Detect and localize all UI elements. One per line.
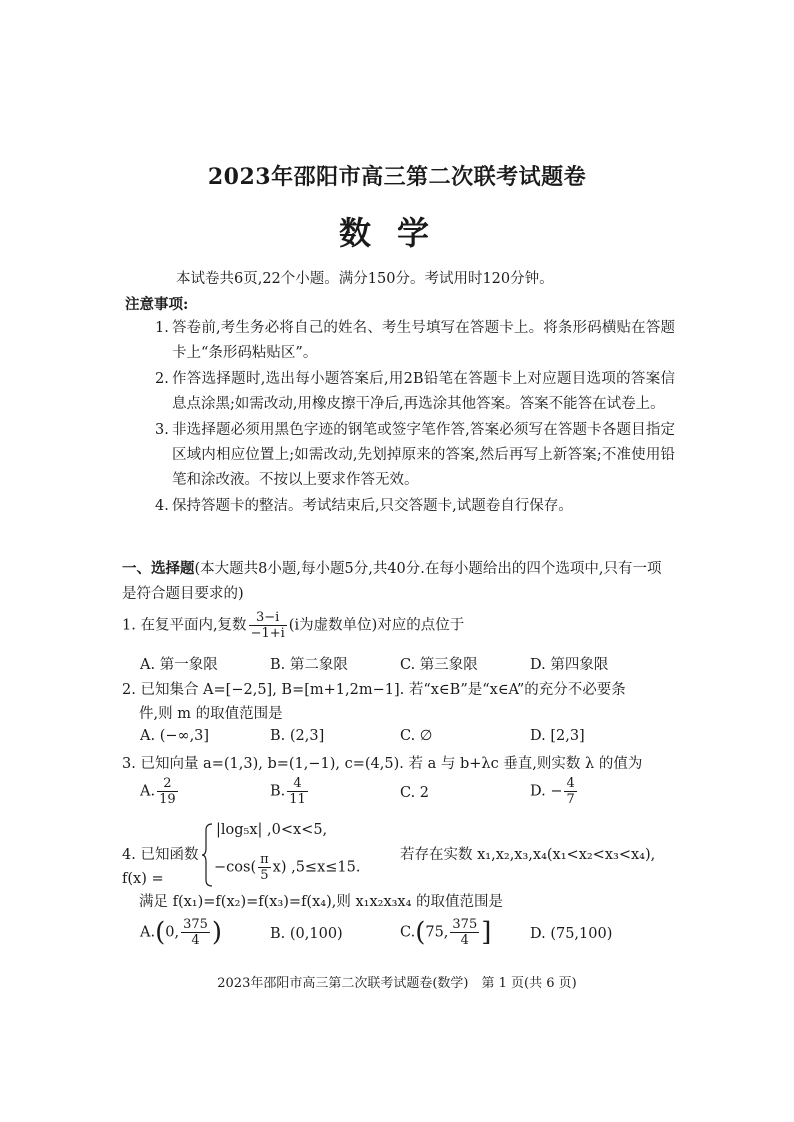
notice-heading: 注意事项: [125,296,189,313]
q1-fraction [249,610,287,641]
q1-option-a[interactable]: A. 第一象限 [140,657,218,673]
q3-d-fraction [564,776,576,807]
notice-item-2 [155,367,675,417]
q3-b-fraction [287,776,308,807]
q3-a-den: 19 [159,792,176,807]
notice-num: 1. [155,320,169,336]
q4-a-left: 0, [165,924,180,941]
question-3: 3. 已知向量 a=(1,3), b=(1,−1), c=(4,5). 若 a 与 b+λc 垂直,则实数 λ 的值为 [122,756,643,772]
q3-option-b[interactable] [270,776,310,807]
q3-option-d[interactable] [530,776,579,807]
q2-option-d[interactable]: D. [2,3] [530,728,585,744]
notice-item-4 [155,494,675,519]
q3-b-num: 4 [287,776,308,792]
notice-list [155,316,675,520]
q4-piecewise [202,822,402,892]
q1-num: 3−i [249,610,287,626]
q1-option-c[interactable]: C. 第三象限 [400,657,478,673]
notice-num: 3. [155,422,169,438]
q3-d-label: D. − [530,783,563,800]
q4-a-fraction [181,917,210,948]
section-label: 一、选择题 [122,560,195,577]
right-bracket-icon: ] [481,917,492,948]
q4-option-a[interactable] [140,917,222,948]
q1-den: −1+i [250,626,285,641]
section-desc: (本大题共8小题,每小题5分,共40分.在每小题给出的四个选项中,只有一项是符合题目要求的) [122,561,662,602]
notice-item-3 [155,418,675,493]
q4-a-label: A. [140,924,156,941]
q4-case-2 [214,852,360,883]
right-paren-icon: ) [211,917,223,948]
q4-line2: 满足 f(x₁)=f(x₂)=f(x₃)=f(x₄),则 x₁x₂x₃x₄ 的取值范围是 [139,894,504,910]
q4-case2-num: π [260,852,269,867]
q4-case-1: |log₅x| ,0<x<5, [216,822,328,838]
q4-a-num: 375 [183,917,208,932]
notice-text: 答卷前,考生务必将自己的姓名、考生号填写在答题卡上。将条形码横贴在答题卡上“条形码粘贴区”。 [172,320,675,361]
left-paren-icon: ( [415,917,426,948]
q4-c-den: 4 [460,933,469,948]
q3-a-label: A. [140,783,156,800]
q3-a-fraction [157,776,178,807]
left-brace-icon [202,822,214,888]
q1-option-b[interactable]: B. 第二象限 [270,657,348,673]
notice-text: 保持答题卡的整洁。考试结束后,只交答题卡,试题卷自行保存。 [172,498,573,514]
q4-case2-fraction [258,852,271,883]
q2-option-a[interactable]: A. (−∞,3] [140,728,210,744]
q4-c-label: C. [400,924,416,941]
notice-num: 2. [155,371,169,387]
subject-title: 数学 [338,214,455,252]
q3-option-a[interactable] [140,776,180,807]
exam-title: 2023年邵阳市高三第二次联考试题卷 [207,164,587,190]
q3-d-den: 7 [566,792,575,807]
notice-text: 作答选择题时,选出每小题答案后,用2B铅笔在答题卡上对应题目选项的答案信息点涂黑;如需改动,用橡皮擦干净后,再选涂其他答案。答案不能答在试卷上。 [172,371,675,412]
q4-case2-den: 5 [260,868,269,883]
q3-a-num: 2 [157,776,178,792]
q4-option-c[interactable] [400,917,491,948]
q4-a-den: 4 [191,933,200,948]
notice-text: 非选择题必须用黑色字迹的钢笔或签字笔作答,答案必须写在答题卡各题目指定区域内相应位置上;如需改动,先划掉原来的答案,然后再写上新答案;不准使用铅笔和涂改液。不按以上要求作答无效。 [172,422,675,488]
q4-case2-b: x) ,5≤x≤15. [272,859,361,876]
q4-case2-a: −cos( [214,859,257,876]
q4-condition: 若存在实数 x₁,x₂,x₃,x₄(x₁<x₂<x₃<x₄), [400,847,656,863]
q2-line1: 2. 已知集合 A=[−2,5], B=[m+1,2m−1]. 若“x∈B”是“x∈A”的充分不必要条 [122,682,626,698]
q1-option-d[interactable]: D. 第四象限 [530,657,609,673]
q4-prefix: 4. 已知函数 f(x) = [122,847,199,887]
exam-intro: 本试卷共6页,22个小题。满分150分。考试用时120分钟。 [176,271,554,287]
q3-option-c[interactable]: C. 2 [400,785,430,801]
question-2 [122,678,682,726]
page-footer: 2023年邵阳市高三第二次联考试题卷(数学) 第 1 页(共 6 页) [217,976,577,991]
q2-option-b[interactable]: B. (2,3] [270,728,325,744]
question-1 [122,610,682,641]
q4-option-b[interactable]: B. (0,100) [270,926,343,942]
q4-option-d[interactable]: D. (75,100) [530,926,613,942]
q4-c-fraction [450,917,479,948]
section-heading [122,556,672,607]
q3-d-num: 4 [566,776,575,791]
q4-c-num: 375 [452,917,478,932]
q1-suffix: (i为虚数单位)对应的点位于 [288,617,465,634]
q4-c-left: 75, [425,924,449,941]
q3-b-den: 11 [289,792,306,807]
notice-num: 4. [155,498,169,514]
q2-line2: 件,则 m 的取值范围是 [139,706,283,722]
left-paren-icon: ( [155,917,166,948]
q2-option-c[interactable]: C. ∅ [400,728,433,744]
q3-b-label: B. [270,783,286,800]
notice-item-1 [155,316,675,366]
q1-prefix: 1. 在复平面内,复数 [122,617,247,634]
